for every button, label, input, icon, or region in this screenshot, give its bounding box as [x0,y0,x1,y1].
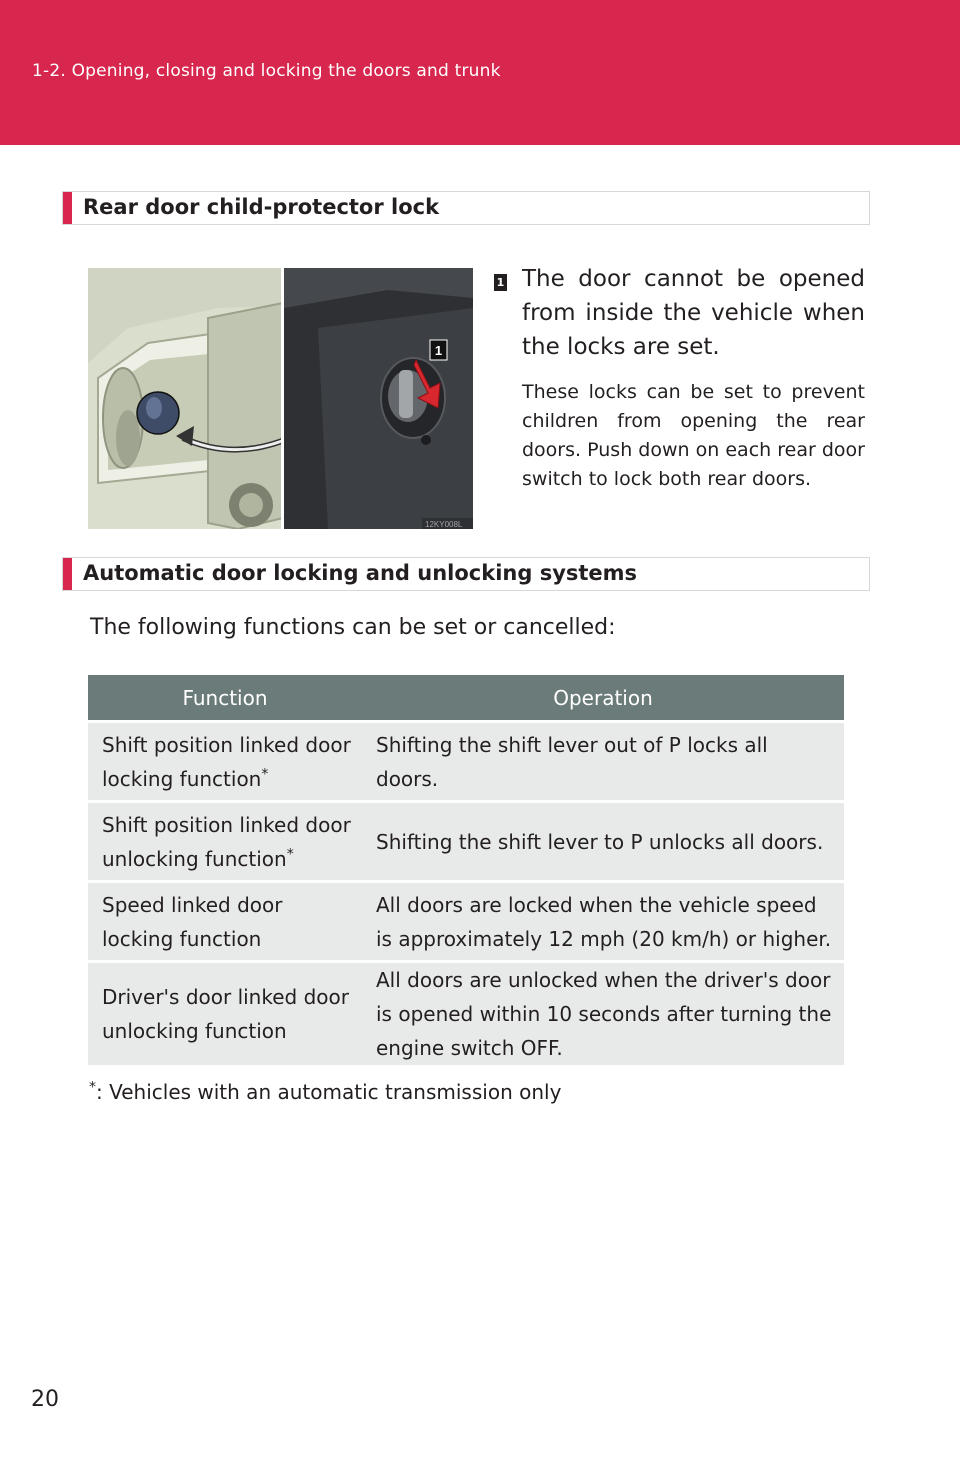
section-header-child-lock [62,191,870,225]
footnote [89,1080,561,1104]
functions-table [88,675,844,1065]
section-accent-bar [63,192,72,224]
table-row [88,962,844,1066]
asterisk-mark: * [261,765,269,782]
page-number: 20 [31,1387,59,1412]
function-cell: Driver's door linked door unlocking function [88,962,362,1066]
figure-callout-1: 1 [434,343,443,358]
column-header-operation: Operation [362,675,844,722]
chapter-title: 1-2. Opening, closing and locking the doors and trunk [32,61,501,81]
asterisk-mark: * [286,845,294,862]
section-accent-bar [63,558,72,590]
function-text: Shift position linked door locking function [102,732,351,791]
step-number-badge: 1 [494,274,507,291]
section-title: Automatic door locking and unlocking systems [83,561,638,585]
footnote-text: : Vehicles with an automatic transmission only [96,1080,562,1104]
table-row [88,722,844,802]
table-row [88,802,844,882]
step-note: These locks can be set to prevent children from opening the rear doors. Push down on each rear door switch to lock both rear doors. [522,381,865,490]
column-header-function: Function [88,675,362,722]
function-cell [88,802,362,882]
child-lock-illustration-svg [88,268,473,529]
operation-cell: All doors are locked when the vehicle speed is approximately 12 mph (20 km/h) or higher. [362,882,844,962]
footnote-mark: * [89,1079,96,1096]
table-header-row [88,675,844,722]
intro-text: The following functions can be set or cancelled: [90,615,616,640]
operation-cell: All doors are unlocked when the driver's door is opened within 10 seconds after turning the engine switch OFF. [362,962,844,1066]
function-cell [88,722,362,802]
step-text: The door cannot be opened from inside the vehicle when the locks are set. [522,266,865,360]
table-row [88,882,844,962]
child-lock-illustration [88,268,473,529]
section-header-auto-locking [62,557,870,591]
operation-cell: Shifting the shift lever to P unlocks all doors. [362,802,844,882]
function-text: Shift position linked door unlocking function [102,812,351,871]
section-title: Rear door child-protector lock [83,195,440,219]
figure-code: 12KY008L [425,520,463,529]
operation-cell: Shifting the shift lever out of P locks all doors. [362,722,844,802]
function-cell: Speed linked door locking function [88,882,362,962]
header-band [0,0,960,145]
